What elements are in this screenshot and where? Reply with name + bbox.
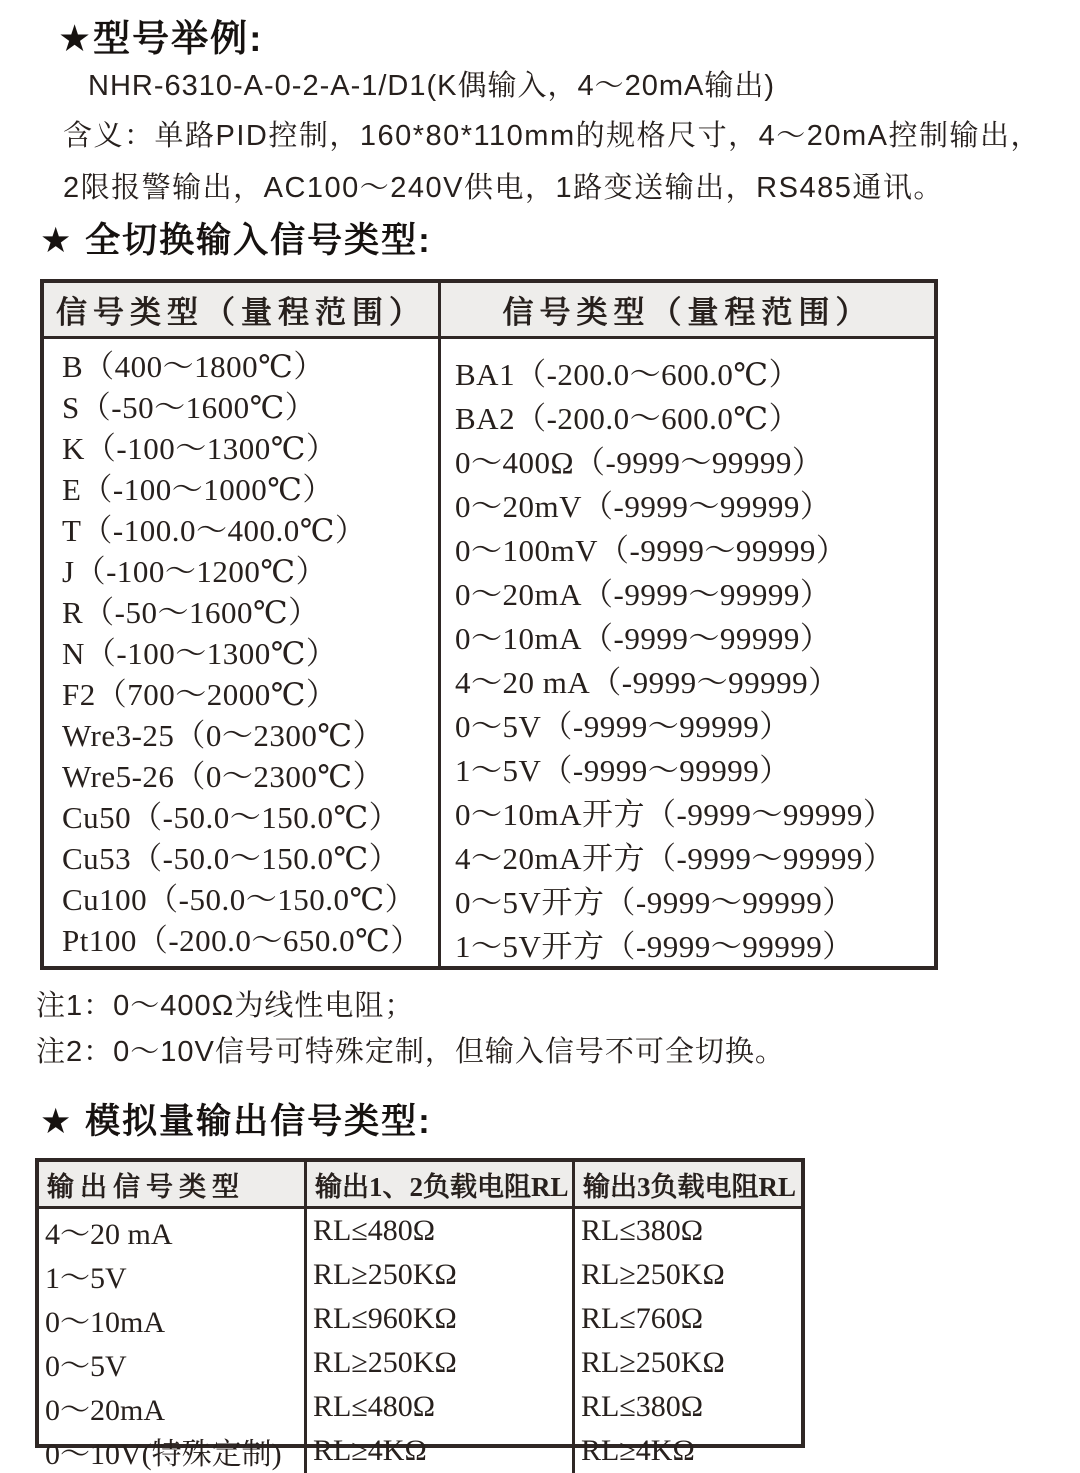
input-signal-heading: ★ 全切换输入信号类型: (40, 221, 432, 260)
output-table-header-col2: 输出1、2负载电阻RL (307, 1162, 575, 1206)
output-table-header-row (39, 1162, 801, 1209)
signal-item: S（-50～1600℃） (62, 390, 317, 425)
model-description-line1: 含义：单路PID控制，160*80*110mm的规格尺寸，4～20mA控制输出， (63, 120, 1041, 152)
output-table-cell: RL≥4KΩ (581, 1434, 695, 1467)
signal-item: BA2（-200.0～600.0℃） (455, 401, 801, 436)
output-table-cell: RL≥4KΩ (307, 1429, 575, 1473)
signal-item: B（400～1800℃） (62, 349, 325, 384)
signal-item: 0～20mA（-9999～99999） (455, 577, 832, 612)
signal-item: 0～10mA开方（-9999～99999） (455, 797, 895, 832)
signal-item: Pt100（-200.0～650.0℃） (62, 923, 422, 958)
signal-item: 0～400Ω（-9999～99999） (455, 445, 824, 480)
output-table-cell: RL≤380Ω (581, 1390, 704, 1423)
signal-item: Cu100（-50.0～150.0℃） (62, 882, 417, 917)
input-table-header-col2: 信号类型（量程范围） (502, 295, 873, 330)
signal-item: K（-100～1300℃） (62, 431, 338, 466)
signal-item: Cu50（-50.0～150.0℃） (62, 800, 401, 835)
output-table-cell: RL≤760Ω (581, 1302, 704, 1335)
output-table-cell: RL≥250KΩ (307, 1341, 575, 1385)
output-table-cell: 0～10V(特殊定制) (39, 1429, 307, 1473)
signal-item: 4～20 mA（-9999～99999） (455, 665, 840, 700)
output-table-row (39, 1209, 801, 1253)
output-table-cell: RL≤960KΩ (307, 1297, 575, 1341)
signal-item: R（-50～1600℃） (62, 595, 320, 630)
signal-item: T（-100.0～400.0℃） (62, 513, 367, 548)
output-signal-table (35, 1158, 805, 1471)
signal-item: 1～5V（-9999～99999） (455, 753, 791, 788)
input-table-col1-cell (44, 339, 441, 969)
signal-item: N（-100～1300℃） (62, 636, 338, 671)
signal-item: 0～5V开方（-9999～99999） (455, 885, 854, 920)
output-table-cell: 4～20 mA (39, 1209, 307, 1253)
output-table-cell: 0～20mA (39, 1385, 307, 1429)
signal-item: J（-100～1200℃） (62, 554, 328, 589)
output-table-row (39, 1297, 801, 1341)
output-table-header-col3: 输出3负载电阻RL (583, 1171, 797, 1202)
signal-item: F2（700～2000℃） (62, 677, 338, 712)
output-signal-heading: ★ 模拟量输出信号类型: (40, 1102, 432, 1141)
signal-item: 0～5V（-9999～99999） (455, 709, 791, 744)
input-table-header-row (44, 283, 934, 339)
input-signal-table (40, 279, 938, 970)
signal-item: 4～20mA开方（-9999～99999） (455, 841, 895, 876)
signal-item: 0～100mV（-9999～99999） (455, 533, 848, 568)
output-table-cell: 1～5V (39, 1253, 307, 1297)
output-table-cell: RL≥250KΩ (307, 1253, 575, 1297)
output-table-row (39, 1429, 801, 1473)
output-table-cell: RL≥250KΩ (581, 1346, 725, 1379)
signal-item: BA1（-200.0～600.0℃） (455, 357, 801, 392)
input-table-header-col1: 信号类型（量程范围） (44, 283, 441, 336)
output-table-header-col1: 输出信号类型 (39, 1162, 307, 1206)
signal-item: 0～10mA（-9999～99999） (455, 621, 832, 656)
output-table-cell: 0～5V (39, 1341, 307, 1385)
note-1: 注1：0～400Ω为线性电阻； (36, 990, 415, 1022)
output-table-cell: 0～10mA (39, 1297, 307, 1341)
output-table-cell: RL≤380Ω (581, 1214, 704, 1247)
signal-item: 1～5V开方（-9999～99999） (455, 929, 854, 964)
model-description-line2: 2限报警输出，AC100～240V供电，1路变送输出，RS485通讯。 (63, 172, 944, 204)
signal-item: Wre5-26（0～2300℃） (62, 759, 385, 794)
input-table-col2-cell (441, 339, 934, 969)
model-number-line: NHR-6310-A-0-2-A-1/D1(K偶输入，4～20mA输出) (88, 70, 776, 102)
signal-item: 0～20mV（-9999～99999） (455, 489, 832, 524)
signal-item: Cu53（-50.0～150.0℃） (62, 841, 401, 876)
output-table-cell: RL≤480Ω (307, 1209, 575, 1253)
output-table-cell: RL≤480Ω (307, 1385, 575, 1429)
output-table-body (39, 1209, 801, 1473)
signal-item: Wre3-25（0～2300℃） (62, 718, 385, 753)
output-table-row (39, 1341, 801, 1385)
signal-item: E（-100～1000℃） (62, 472, 334, 507)
output-table-cell: RL≥250KΩ (581, 1258, 725, 1291)
output-table-row (39, 1253, 801, 1297)
note-2: 注2：0～10V信号可特殊定制，但输入信号不可全切换。 (36, 1036, 785, 1068)
output-table-row (39, 1385, 801, 1429)
model-example-heading: ★型号举例: (58, 18, 264, 59)
input-table-body-row (44, 339, 934, 969)
